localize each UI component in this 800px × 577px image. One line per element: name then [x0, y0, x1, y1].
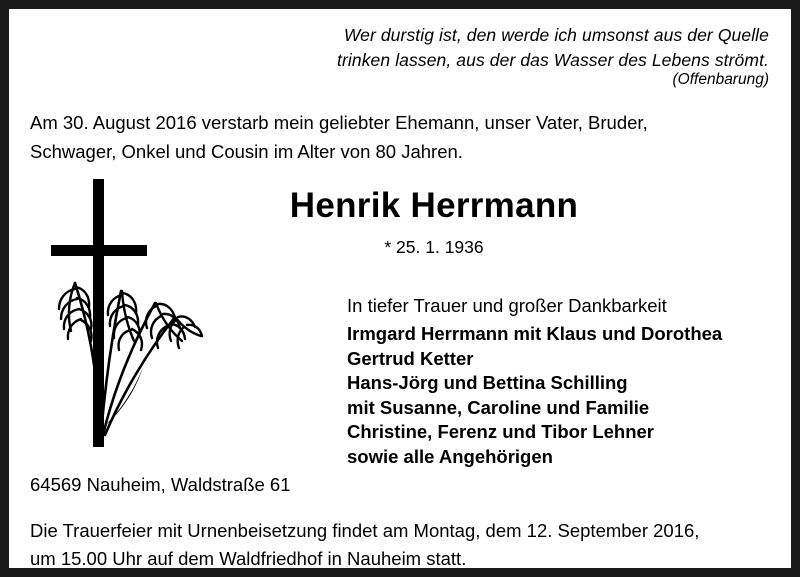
verse-line-2: trinken lassen, aus der das Wasser des Lebens strömt. — [337, 49, 769, 70]
mourning-name: mit Susanne, Caroline und Familie — [347, 396, 650, 418]
intro-line-2: Schwager, Onkel und Cousin im Alter von 80 Jahren. — [30, 140, 463, 162]
funeral-line-2: um 15.00 Uhr auf dem Waldfriedhof in Nauheim statt. — [30, 548, 467, 570]
intro-paragraph — [30, 109, 730, 166]
obituary-content — [9, 9, 791, 568]
mourning-name: Irmgard Herrmann mit Klaus und Dorothea — [347, 323, 723, 344]
funeral-details — [30, 517, 770, 573]
mourning-name: sowie alle Angehörigen — [347, 445, 553, 467]
mourning-name: Gertrud Ketter — [347, 347, 474, 369]
mourning-name: Christine, Ferenz und Tibor Lehner — [347, 421, 654, 443]
intro-line-1: Am 30. August 2016 verstarb mein geliebter Ehemann, unser Vater, Bruder, — [30, 112, 648, 133]
mourning-names-list — [347, 322, 722, 470]
deceased-name: Henrik Herrmann — [289, 186, 579, 225]
deceased-birth-date: * 25. 1. 1936 — [384, 237, 484, 257]
verse-source: (Offenbarung) — [672, 71, 769, 88]
verse-line-1: Wer durstig ist, den werde ich umsonst aus der Quelle — [343, 25, 769, 45]
address-line: 64569 Nauheim, Waldstraße 61 — [30, 474, 291, 495]
funeral-line-1: Die Trauerfeier mit Urnenbeisetzung findet am Montag, dem 12. September 2016, — [30, 520, 700, 541]
mourning-name: Hans-Jörg und Bettina Schilling — [347, 372, 628, 394]
cross-with-wheat-icon — [39, 179, 219, 469]
verse-text — [319, 23, 769, 73]
mourning-heading: In tiefer Trauer und großer Dankbarkeit — [347, 295, 667, 316]
